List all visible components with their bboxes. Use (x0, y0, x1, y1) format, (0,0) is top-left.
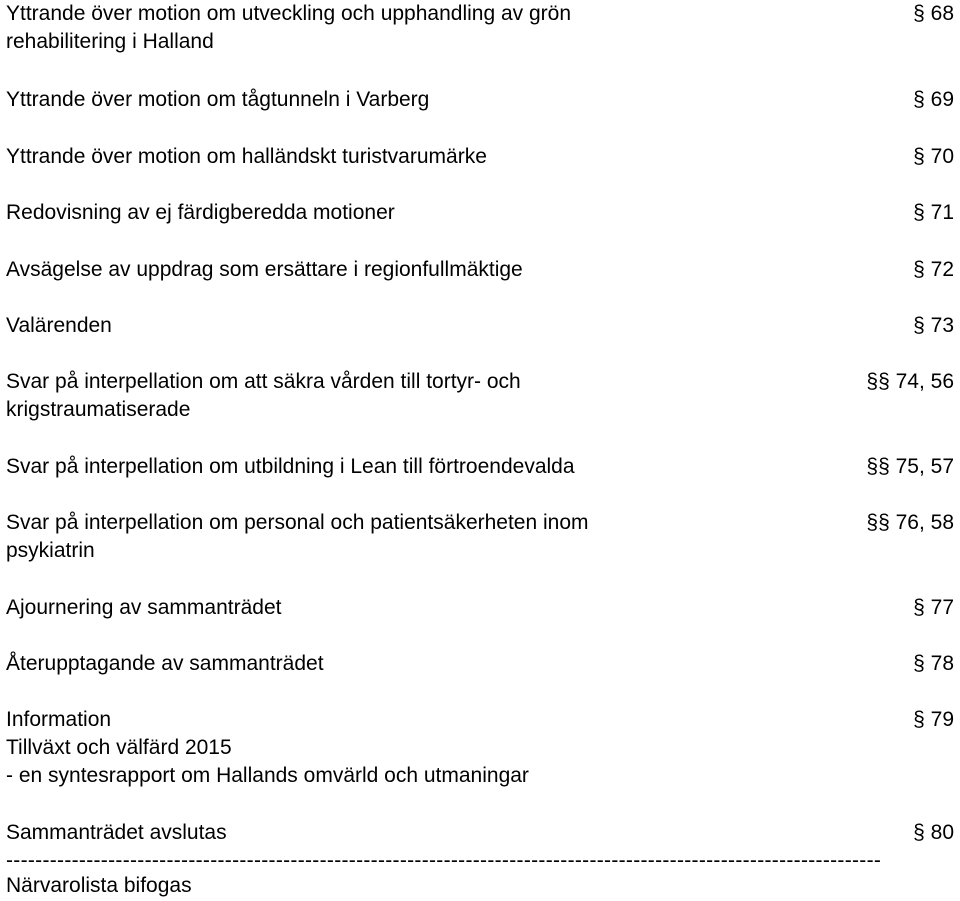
entry-title (6, 509, 706, 565)
entry-title (6, 199, 706, 227)
entry-title-line: Svar på interpellation om utbildning i Lean till förtroendevalda (6, 455, 575, 478)
entry-title-line: Yttrande över motion om tågtunneln i Varberg (6, 88, 430, 111)
paragraph-number: 76, 58 (895, 511, 954, 534)
section-sign: § (913, 652, 925, 675)
entry-title-line: Valärenden (6, 314, 112, 337)
section-sign: § (913, 596, 925, 619)
paragraph-number: 74, 56 (895, 370, 954, 393)
entry-title-line: Ajournering av sammanträdet (6, 596, 282, 619)
section-sign: § (913, 821, 925, 844)
section-sign: § (913, 258, 925, 281)
entry-title-line: Redovisning av ej färdigberedda motioner (6, 201, 395, 224)
entry-title (6, 368, 706, 424)
paragraph-number: 69 (930, 88, 954, 111)
paragraph-number: 77 (930, 596, 954, 619)
entry-reference (913, 256, 954, 284)
entry-title-line: psykiatrin (6, 539, 95, 562)
entry-title-line: Svar på interpellation om att säkra vården till tortyr- och (6, 370, 521, 393)
entry-title-line: Yttrande över motion om utveckling och upphandling av grön (6, 2, 572, 25)
entry-title (6, 594, 706, 622)
entry-title (6, 312, 706, 340)
entry-title (6, 86, 706, 114)
section-sign: §§ (866, 511, 890, 534)
entry-title (6, 0, 706, 56)
entry-title (6, 453, 706, 481)
entry-title-line: Sammanträdet avslutas (6, 821, 227, 844)
section-sign: § (913, 708, 925, 731)
entry-reference (913, 706, 954, 734)
paragraph-number: 72 (930, 258, 954, 281)
paragraph-number: 79 (930, 708, 954, 731)
entry-title-line: krigstraumatiserade (6, 398, 191, 421)
entry-reference (913, 819, 954, 847)
footer-note: Närvarolista bifogas (6, 874, 192, 897)
paragraph-number: 78 (930, 652, 954, 675)
entry-reference (913, 312, 954, 340)
entry-title (6, 819, 706, 847)
entry-reference (866, 509, 954, 537)
entry-reference (866, 453, 954, 481)
entry-reference (913, 594, 954, 622)
entry-title-line: Svar på interpellation om personal och patientsäkerheten inom (6, 511, 589, 534)
section-sign: § (913, 145, 925, 168)
dashed-divider: ------------------------------------------------------------------------------------------------------------------------ (6, 849, 882, 872)
entry-reference (866, 368, 954, 396)
entry-title-line: Information (6, 708, 112, 731)
section-sign: § (913, 314, 925, 337)
section-sign: § (913, 88, 925, 111)
entry-title-line: - en syntesrapport om Hallands omvärld och utmaningar (6, 764, 529, 787)
entry-reference (913, 0, 954, 28)
entry-reference (913, 199, 954, 227)
paragraph-number: 80 (930, 821, 954, 844)
section-sign: § (913, 2, 925, 25)
section-sign: § (913, 201, 925, 224)
entry-title (6, 650, 706, 678)
entry-title-line: Yttrande över motion om halländskt turistvarumärke (6, 145, 487, 168)
paragraph-number: 70 (930, 145, 954, 168)
entry-title-line: rehabilitering i Halland (6, 30, 214, 53)
entry-title (6, 256, 706, 284)
entry-title-line: Avsägelse av uppdrag som ersättare i regionfullmäktige (6, 258, 523, 281)
entry-title-line: Återupptagande av sammanträdet (6, 652, 324, 675)
entry-reference (913, 650, 954, 678)
paragraph-number: 68 (930, 2, 954, 25)
entry-title-line: Tillväxt och välfärd 2015 (6, 736, 232, 759)
section-sign: §§ (866, 370, 890, 393)
entry-title (6, 706, 706, 790)
entry-reference (913, 143, 954, 171)
paragraph-number: 73 (930, 314, 954, 337)
entry-reference (913, 86, 954, 114)
entry-title (6, 143, 706, 171)
section-sign: §§ (866, 455, 890, 478)
paragraph-number: 75, 57 (895, 455, 954, 478)
paragraph-number: 71 (930, 201, 954, 224)
